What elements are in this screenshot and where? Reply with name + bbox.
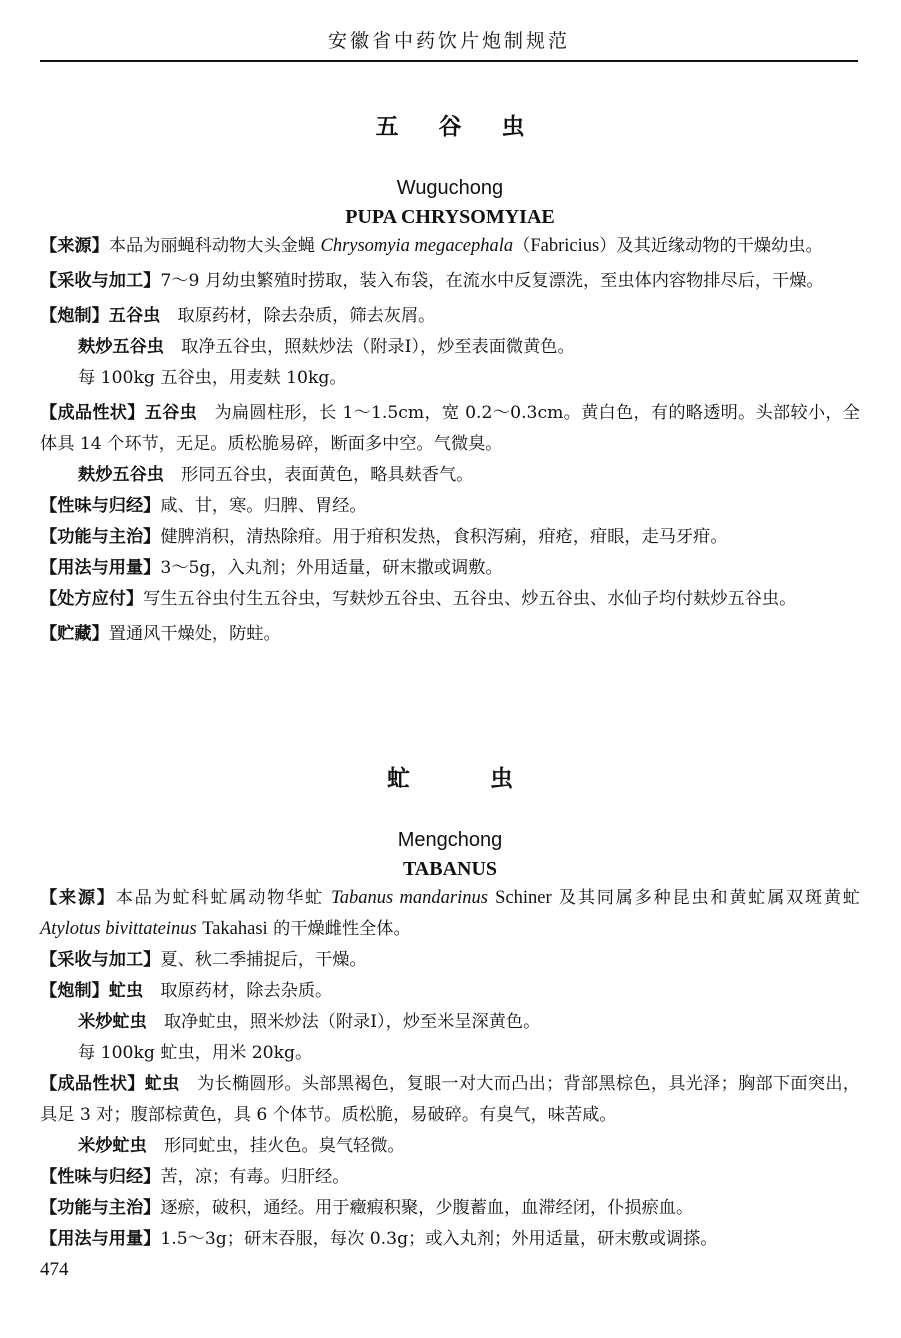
entry-latin-name: PUPA CHRYSOMYIAE [345, 206, 555, 228]
prescription-paragraph: 【处方应付】写生五谷虫付生五谷虫，写麸炒五谷虫、五谷虫、炒五谷虫、水仙子均付麸炒五谷虫。 [40, 589, 797, 609]
source-paragraph: 【来源】本品为丽蝇科动物大头金蝇 Chrysomyia megacephala（Fabricius）及其近缘动物的干燥幼虫。 [40, 236, 823, 256]
header-rule [40, 60, 858, 62]
source-paragraph: 【来源】本品为虻科虻属动物华虻 Tabanus mandarinus Schiner 及其同属多种昆虫和黄虻属双斑黄虻 Atylotus bivittateinus Takahasi 的干燥雌性全体。 [40, 888, 860, 939]
function-paragraph: 【功能与主治】逐瘀，破积，通经。用于癥瘕积聚，少腹蓄血，血滞经闭，仆损瘀血。 [40, 1198, 694, 1218]
title-char: 虫 [490, 766, 513, 792]
species-author: Schiner [495, 888, 552, 908]
processing-ratio: 每 100kg 虻虫，用米 20kg。 [78, 1043, 313, 1063]
title-char: 谷 [438, 114, 462, 140]
entry-pinyin: Mengchong [397, 829, 503, 851]
entry-latin-name: TABANUS [402, 858, 498, 880]
processing-paragraph-2: 米炒虻虫 取净虻虫，照米炒法（附录Ⅰ），炒至米呈深黄色。 [78, 1012, 541, 1032]
processing-paragraph: 【炮制】五谷虫 取原药材，除去杂质，筛去灰屑。 [40, 306, 436, 326]
running-header: 安徽省中药饮片炮制规范 [327, 30, 570, 52]
nature-paragraph: 【性味与归经】苦，凉；有毒。归肝经。 [40, 1167, 350, 1187]
properties-paragraph: 【成品性状】五谷虫 为扁圆柱形，长 1～1.5cm，宽 0.2～0.3cm。黄白色，有的略透明。头部较小，全体具 14 个环节，无足。质松脆易碎，断面多中空。气微臭。 [40, 403, 860, 454]
storage-paragraph: 【贮藏】置通风干燥处，防蛀。 [40, 624, 281, 644]
page-number: 474 [40, 1259, 69, 1280]
latin-species: Chrysomyia megacephala [320, 236, 514, 256]
processing-paragraph-2: 麸炒五谷虫 取净五谷虫，照麸炒法（附录Ⅰ），炒至表面微黄色。 [78, 337, 575, 357]
properties-paragraph-2: 米炒虻虫 形同虻虫，挂火色。臭气轻微。 [78, 1136, 405, 1156]
entry-title [40, 760, 860, 793]
properties-paragraph: 【成品性状】虻虫 为长椭圆形。头部黑褐色，复眼一对大而凸出；背部黑棕色，具光泽；胸部下面突出，具足 3 对；腹部棕黄色，具 6 个体节。质松脆，易破碎。有臭气，味苦咸。 [40, 1074, 860, 1125]
latin-species-2: Atylotus bivittateinus [40, 919, 197, 939]
function-paragraph: 【功能与主治】健脾消积，清热除疳。用于疳积发热，食积泻痢，疳疮，疳眼，走马牙疳。 [40, 527, 728, 547]
latin-species: Tabanus mandarinus [331, 888, 488, 908]
properties-paragraph-2: 麸炒五谷虫 形同五谷虫，表面黄色，略具麸香气。 [78, 465, 474, 485]
entry-mengchong [40, 760, 860, 1255]
title-char: 虫 [501, 114, 525, 140]
species-author-2: Takahasi [202, 919, 268, 939]
processing-ratio: 每 100kg 五谷虫，用麦麸 10kg。 [78, 368, 347, 388]
processing-paragraph: 【炮制】虻虫 取原药材，除去杂质。 [40, 981, 333, 1001]
source-label: 【来源】 [40, 236, 109, 256]
nature-paragraph: 【性味与归经】咸、甘，寒。归脾、胃经。 [40, 496, 367, 516]
entry-wuguchong [40, 108, 860, 650]
entry-pinyin: Wuguchong [396, 177, 504, 199]
title-char: 虻 [387, 766, 410, 792]
title-char: 五 [375, 114, 399, 140]
harvest-paragraph: 【采收与加工】夏、秋二季捕捉后，干燥。 [40, 950, 367, 970]
usage-paragraph: 【用法与用量】3～5g，入丸剂；外用适量，研末撒或调敷。 [40, 558, 503, 578]
species-author: Fabricius [530, 236, 600, 256]
harvest-paragraph: 【采收与加工】7～9 月幼虫繁殖时捞取，装入布袋，在流水中反复漂洗，至虫体内容物排尽后，干燥。 [40, 271, 824, 291]
usage-paragraph: 【用法与用量】1.5～3g；研末吞服，每次 0.3g；或入丸剂；外用适量，研末敷或调搽。 [40, 1229, 718, 1249]
entry-title [40, 108, 860, 141]
